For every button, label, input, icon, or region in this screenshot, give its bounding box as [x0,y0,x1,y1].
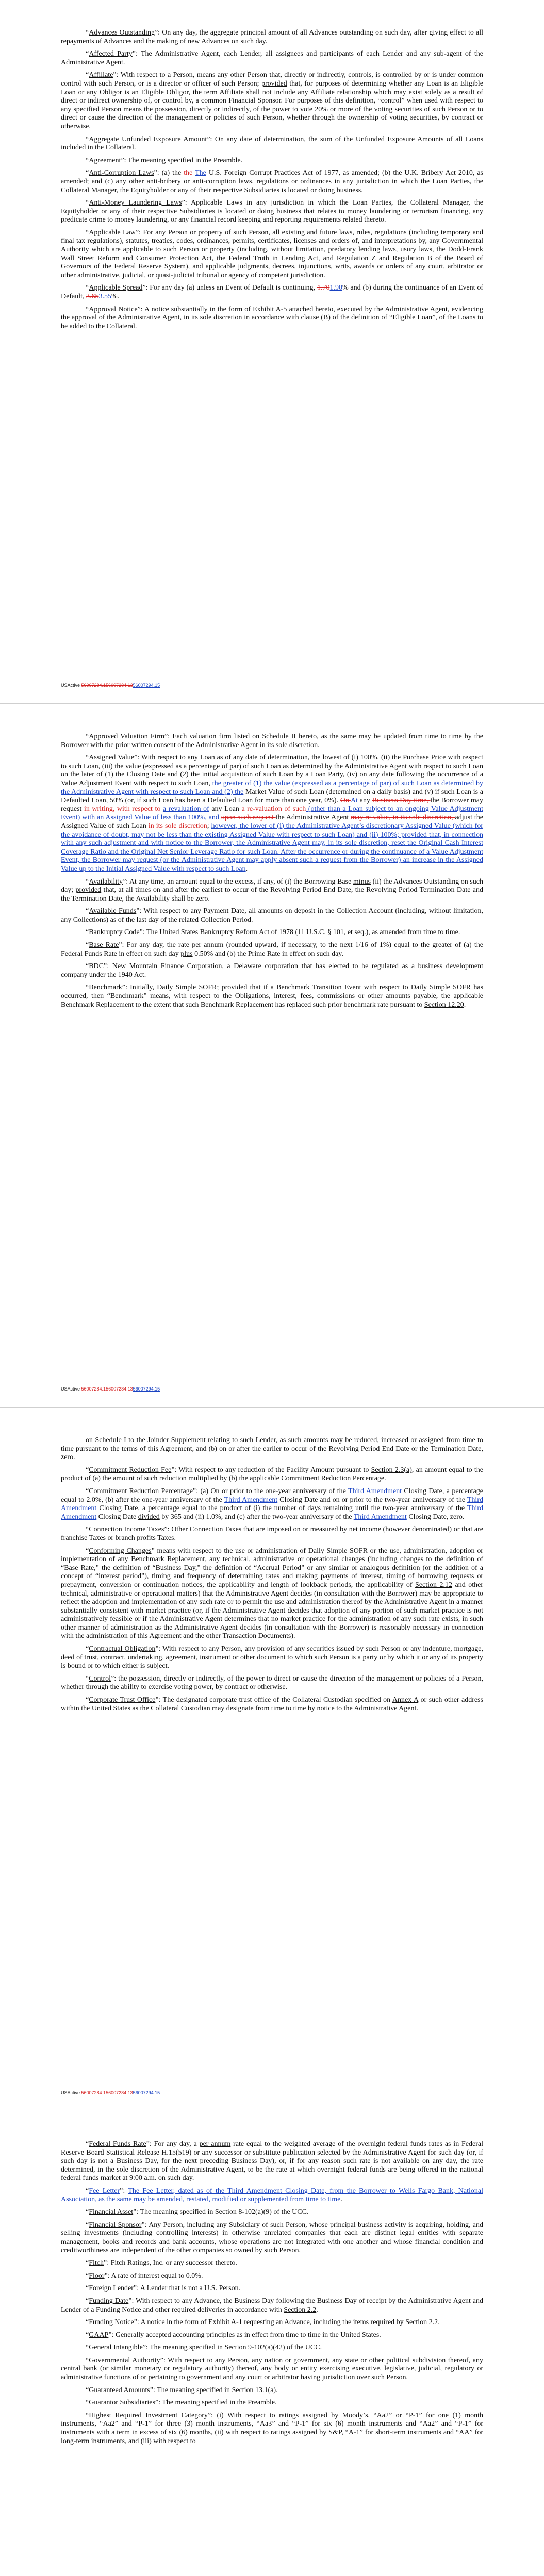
paragraph-text: “ [86,29,89,37]
defined-term: et seq. [347,928,366,937]
definition-paragraph [61,1675,483,1692]
paragraph-text: that if a Benchmark Transition Event with respect to Daily Simple SOFR has occurred, then “Benchmark” means, with respect to the Obligations, interest, fees, commissions or other amounts payable, the applicable Benchmark Replacement to the extent that such Benchmark Replacement has replaced such prior benchmark rate pursuant to [61,984,483,1009]
paragraph-text: “ [86,962,89,971]
paragraph-text: ; [207,822,211,830]
definition-paragraph [61,2208,483,2217]
definition-paragraph [61,2331,483,2340]
deleted-text: time, [414,796,431,805]
deleted-text: upon such request [221,814,276,822]
paragraph-text: ”: The Administrative Agent, each Lender, all assignees and participants of each Lender and any sub-agent of the Administrative Agent. [61,50,483,66]
paragraph-text: rate equal to the weighted average of the overnight federal funds rates as in Federal Reserve Board Statistical Release H.15(519) or any successor or substitute publication selected by the Administrative Agent for such day (or, if such day is not a Business Day, for the next preceding Business Day), or, if for any reason such rate is not available on any day, the rate determined, in the sole discretion of the Administrative Agent, to be the rate at which overnight federal funds are being offered in the national federal funds market at 9:00 a.m. on such day. [61,2140,483,2182]
defined-term: Federal Funds Rate [89,2140,146,2148]
paragraph-text: “ [86,1645,89,1653]
paragraph-text: ”: Fitch Ratings, Inc. or any successor thereto. [104,2259,237,2267]
paragraph-text: “ [86,941,89,950]
paragraph-text: “ [86,1466,89,1474]
paragraph-text: “ [86,2140,89,2148]
paragraph-text: that, for purposes of determining whether any Loan is an Eligible Loan or any Obligor is an Eligible Obligor, the term Affiliate shall not include any Affiliate relationship which may exist solely as a result of direct or indirect ownership of, or control by, a common Financial Sponsor. For purposes of this definition, “control” when used with respect to any specified Person means the possession, directly or indirectly, of the power to vote 20% or more of the voting securities of such Person or to direct or cause the direction of the management or policies of such Person, whether through the ownership of voting securities, by contract or otherwise. [61,79,483,130]
deleted-text: in writing, with respect to [84,805,163,813]
definition-paragraph [61,229,483,280]
paragraph-text: “ [86,2331,89,2339]
deleted-text: a re-valuation of such [239,805,306,813]
defined-term: divided [138,1513,160,1521]
deleted-text: On [340,796,351,805]
defined-term: Anti-Corruption Laws [89,169,154,177]
paragraph-text: U.S. Foreign Corrupt Practices Act of 1977, as amended; (b) the U.K. Bribery Act 2010, as amended; and (c) any other anti-bribery or anti-corruption laws, regulations or ordinances in any jurisdiction in which the Loan Parties, the Collateral Manager, the Equityholder or any of their respective Subsidiaries is located or doing business. [61,169,483,194]
inserted-text: 3.55 [98,293,111,301]
paragraph-text: “ [86,1487,89,1495]
inserted-text: Third Amendment [353,1513,407,1521]
paragraph-text: “ [86,2272,89,2280]
defined-term: per annum [199,2140,231,2148]
paragraph-text: . [316,2306,318,2314]
paragraph-text: ”: Generally accepted accounting principles as in effect from time to time in the United States. [108,2331,381,2339]
deleted-text: may re-value, in its sole discretion, [351,814,455,822]
definition-paragraph [61,1466,483,1483]
paragraph-text: Closing Date, a percentage equal to the [96,1504,220,1513]
defined-term: Available Funds [89,907,137,916]
defined-term: Control [89,1674,111,1683]
document-page [0,1408,544,2111]
defined-term: Benchmark [89,984,122,992]
paragraph-text: “ [86,156,89,164]
footer-old-doc-ref: 56007284.156007284.13 [81,683,133,688]
defined-term: Commitment Reduction Fee [89,1466,172,1474]
defined-term: provided [221,984,248,992]
paragraph-text: ”: With respect to any Payment Date, all amounts on deposit in the Collection Account (including, without limitation, any Collections) as of the last day of the related Collection Period. [61,907,483,924]
definition-paragraph [61,2187,483,2204]
definition-paragraph [61,1526,483,1543]
definition-paragraph [61,2386,483,2395]
paragraph-text: any Loan [209,805,239,813]
inserted-text: (other than a Loan subject to an ongoing Value Adjustment Event) with an Assigned Value of less than 100%, and [61,805,483,822]
paragraph-text: “ [86,1526,89,1534]
deleted-text: 1.70 [317,284,330,292]
inserted-text: The [195,169,206,177]
paragraph-text: “ [86,984,89,992]
definition-paragraph [61,1547,483,1641]
definition-paragraph [61,754,483,873]
defined-term: Availability [89,877,123,886]
paragraph-text: ”: A Lender that is not a U.S. Person. [133,2284,241,2293]
definition-paragraph [61,2399,483,2408]
defined-term: Agreement [89,156,121,164]
paragraph-text: “ [86,928,89,937]
inserted-text: Fee Letter [89,2187,120,2195]
definition-paragraph [61,2272,483,2281]
definition-paragraph [61,878,483,904]
paragraph-text: ”: the possession, directly or indirectly, of the power to direct or cause the direction of the management or policies of a Person, whether through the ability to exercise voting power, by contract or otherwise. [61,1674,483,1691]
paragraph-text: “ [86,2208,89,2216]
paragraph-text: ”: On any date of determination, the sum of the Unfunded Exposure Amounts of all Loans included in the Collateral. [61,135,483,152]
paragraph-text: ”: Initially, Daily Simple SOFR; [122,984,222,992]
paragraph-text: “ [86,135,89,143]
defined-term: provided [261,79,287,88]
paragraph-text: ”: The meaning specified in Section 8-102(a)(9) of the UCC. [133,2208,309,2216]
paragraph-text: “ [86,1696,89,1704]
defined-term: Applicable Spread [89,284,143,292]
deleted-text: Business Day [372,796,414,805]
defined-term: Guarantor Subsidiaries [89,2399,155,2407]
paragraph-text: “ [86,199,89,207]
footer-new-doc-ref: 56007294.15 [133,1386,160,1392]
defined-term: Aggregate Unfunded Exposure Amount [89,135,207,143]
paragraph-text: the Borrower may request [61,796,484,813]
definition-paragraph [61,199,483,225]
defined-term: Floor [89,2272,105,2280]
paragraph-text: “ [86,1674,89,1683]
paragraph-text: the Administrative Agent [275,814,351,822]
definition-paragraph [61,306,483,331]
paragraph-text: ”: (a) On or prior to the one-year anniversary of the [192,1487,349,1495]
definition-paragraph [61,1645,483,1671]
paragraph-text: “ [86,2259,89,2267]
defined-term: Corporate Trust Office [89,1696,156,1704]
footer-old-doc-ref: 56007284.156007284.13 [81,1386,133,1392]
paragraph-text: (b) the applicable Commitment Reduction Percentage. [227,1475,386,1483]
paragraph-text: “ [86,733,89,740]
inserted-text: Third Amendment [61,1496,483,1513]
definition-paragraph [61,29,483,46]
paragraph-text: ”: Any Person, including any Subsidiary of such Person, whose principal business activity is acquiring, holding, and selling investments (including controlling interests) in otherwise unrelated companies that each are distinct legal entities with separate management, books and records and bank accounts, whose operations are not integrated with one another and whose financial condition and creditworthiness are independent of the other companies so owned by such Person. [61,2221,484,2255]
page-footer [61,1386,160,1392]
document-page [0,0,544,703]
paragraph-text: ”: The meaning specified in the Preamble. [155,2399,277,2407]
paragraph-text: %. [111,293,120,301]
defined-term: Financial Asset [89,2208,134,2216]
definition-paragraph [61,733,483,750]
defined-term: Base Rate [89,941,119,950]
defined-term: Approved Valuation Firm [89,733,165,740]
defined-term: minus [353,877,371,886]
inserted-text: the greater of (1) the value (expressed as a percentage of par) of such Loan as determined by the Administrative Agent with respect to such Loan and (2) the [61,779,483,796]
paragraph-text: . [340,2195,342,2204]
definition-paragraph [61,928,483,937]
defined-term: Funding Notice [89,2318,134,2327]
deleted-text: 3.65 [86,293,99,301]
paragraph-text: “ [86,50,89,58]
definition-paragraph [61,2297,483,2314]
defined-term: Highest Required Investment Category [89,2411,208,2419]
footer-label: USActive [61,1386,81,1392]
footer-old-doc-ref: 56007284.156007284.13 [81,2090,133,2095]
paragraph-text: Closing Date [96,1513,138,1521]
defined-term: Assigned Value [89,754,134,762]
paragraph-text: any [357,796,372,805]
paragraph-text: ”: A notice in the form of [134,2318,208,2327]
paragraph-text: ”: With respect to any Advance, the Business Day following the Business Day of receipt by the Administrative Agent and Lender of a Funding Notice and other required deliveries in accordance with [61,2297,483,2314]
paragraph-text: ”: A rate of interest equal to 0.0%. [104,2272,203,2280]
defined-term: Connection Income Taxes [89,1526,164,1534]
paragraph-text: or such other address within the United States as the Collateral Custodian may designate from time to time by notice to the Administrative Agent. [61,1696,484,1713]
paragraph-text: . [464,1001,466,1009]
defined-term: BDC [89,962,104,971]
defined-term: Contractual Obligation [89,1645,156,1653]
paragraph-text: of (i) the number of days remaining until the two-year anniversary of the [242,1504,467,1513]
defined-term: Commitment Reduction Percentage [89,1487,193,1495]
defined-term: Bankruptcy Code [89,928,140,937]
paragraph-text: ”: For any day, a [146,2140,200,2148]
defined-term: Section 2.3(a) [371,1466,412,1474]
paragraph-text: Closing Date, zero. [406,1513,465,1521]
defined-term: Approval Notice [89,305,138,313]
defined-term: Schedule II [262,733,296,740]
paragraph-text: ”: Other Connection Taxes that are imposed on or measured by net income (however denominated) or that are franchise Taxes or branch profits Taxes. [61,1526,483,1542]
definition-paragraph [61,1436,483,1462]
paragraph-text: ”: The meaning specified in [150,2386,232,2394]
definition-paragraph [61,284,483,301]
defined-term: Foreign Lender [89,2284,134,2293]
definition-paragraph [61,984,483,1009]
defined-term: Anti-Money Laundering Laws [89,199,182,207]
paragraph-text: . [245,865,248,873]
defined-term: multiplied by [188,1475,227,1483]
paragraph-text: that, at all times on and after the earliest to occur of the Revolving Period End Date, the Revolving Period Termination Date and the Termination Date, the Availability shall be zero. [61,886,483,903]
paragraph-text: “ [86,1547,89,1555]
paragraph-text: adjust the Assigned Value of such Loan [61,814,483,830]
paragraph-text: ”: The meaning specified in Section 9-102(a)(42) of the UCC. [142,2344,322,2352]
defined-term: Exhibit A-1 [208,2318,242,2327]
paragraph-text: Market Value of such Loan (determined on a daily basis) and (v) if such Loan is a Defaulted Loan, 50% (or, if such Loan has been a Defaulted Loan for more than one year, 0%). [61,788,484,805]
defined-term: Section 13.1(a) [232,2386,276,2394]
paragraph-text: “ [86,2344,89,2352]
defined-term: Section 2.12 [415,1581,453,1589]
page-footer [61,683,160,688]
inserted-text: provided [401,831,427,839]
definition-paragraph [61,2357,483,2382]
paragraph-text: ”: With respect to any reduction of the Facility Amount pursuant to [171,1466,371,1474]
paragraph-text: Closing Date, a percentage equal to 2.0%, (b) after the one-year anniversary of the [61,1487,484,1504]
defined-term: Affiliate [89,71,113,79]
defined-term: provided [75,886,102,894]
paragraph-text: by 365 and (ii) 1.0%, and (c) after the two-year anniversary of the [159,1513,354,1521]
defined-term: Conforming Changes [89,1547,152,1555]
defined-term: General Intangible [89,2344,143,2352]
defined-term: product [220,1504,242,1513]
footer-new-doc-ref: 56007294.15 [133,683,160,688]
paragraph-text: “ [86,2284,89,2293]
paragraph-text: “ [86,2318,89,2327]
definition-paragraph [61,2284,483,2293]
inserted-text: The Fee Letter, dated as of the Third Amendment Closing Date, from the Borrower to Wells Fargo Bank, National Association, as the same may be amended, restated, modified or supplemented from time to time [61,2187,483,2204]
definition-paragraph [61,71,483,131]
inserted-text: Third Amendment [61,1504,484,1521]
definition-paragraph [61,169,483,195]
inserted-text: however, the lower of (i) the Administrative Agent’s discretionary Assigned Value (which for the avoidance of doubt, may not be less than the existing Assigned Value with respect to such Loan) and (ii) 100%; [61,822,484,839]
document-page [0,2111,544,2576]
paragraph-text: “ [86,2356,89,2364]
paragraph-text: “ [86,2386,89,2394]
deleted-text: in its sole discretion [148,822,207,830]
inserted-text: Third Amendment [348,1487,402,1495]
defined-term: Funding Date [89,2297,129,2305]
definition-paragraph [61,135,483,152]
inserted-text: that, in connection with any such adjustment and with notice to the Borrower, the Administrative Agent may, in its sole discretion, reset the Original Cash Interest Coverage Ratio and the Original Net Senior Leverage Ratio for such Loan. After the occurrence or during the continuance of a Value Adjustment Event, the Borrower may request (or the Administrative Agent may apply absent such a request from the Borrower) an increase in the Assigned Value up to the Initial Assigned Value with respect to such Loan [61,831,483,873]
paragraph-text: ”: On any day, the aggregate principal amount of all Advances outstanding on such day, after giving effect to all repayments of Advances and the making of new Advances on such day. [61,29,483,45]
paragraph-text: (ii) the Advances Outstanding on such day; [61,877,483,894]
definition-paragraph [61,941,483,958]
footer-label: USActive [61,683,81,688]
defined-term: Annex A [392,1696,419,1704]
paragraph-text: “ [86,877,89,886]
definition-paragraph [61,2221,483,2255]
paragraph-text: “ [86,2221,89,2229]
paragraph-text: ”: The United States Bankruptcy Reform Act of 1978 (11 U.S.C. § 101, [139,928,348,937]
paragraph-text: ”: For any Person or property of such Person, all existing and future laws, rules, regulations (including temporary and final tax regulations), statutes, treaties, codes, ordinances, permits, certificates, licenses and orders of, and interpretations by, any Governmental Authority which are applicable to such Person or property (including, without limitation, predatory lending laws, usury laws, the Dodd-Frank Wall Street Reform and Consumer Protection Act, the Federal Truth in Lending Act, and Regulation Z and Regulation B of the Board of Governors of the Federal Reserve System), and applicable judgments, decrees, injunctions, writs, awards or orders of any court, arbitrator or other administrative, judicial, or quasi-judicial tribunal or agency of competent jurisdiction. [61,228,483,279]
paragraph-text: ”: Applicable Laws in any jurisdiction in which the Loan Parties, the Collateral Manager, the Equityholder or any of their respective Subsidiaries is located or doing business that relates to money laundering or terrorism financing, any predicate crime to money laundering, or any financial record keeping and reporting requirements related thereto. [61,199,483,224]
defined-term: Affected Party [89,50,133,58]
paragraph-text: ”: A notice substantially in the form of [137,305,253,313]
paragraph-text: “ [86,228,89,236]
defined-term: GAAP [89,2331,109,2339]
paragraph-text: “ [86,305,89,313]
defined-term: Fitch [89,2259,104,2267]
paragraph-text: requesting an Advance, including the items required by [242,2318,406,2327]
inserted-text: Third Amendment [224,1496,278,1504]
paragraph-text: ”: With respect to a Person, means any other Person that, directly or indirectly, controls, is controlled by or is under common control with such Person, or is a director or officer of such Person; [61,71,483,88]
paragraph-text: ”: [120,2187,128,2195]
paragraph-text: ”: With respect to any Person, any nation or government, any state or other political subdivision thereof, any central bank (or similar monetary or regulatory authority) thereof, any body or entity exercising executive, legislative, judicial, regulatory or administrative functions of or pertaining to government and any court or arbitrator having jurisdiction over such Person. [61,2356,483,2382]
deleted-text: the [184,169,195,177]
definition-paragraph [61,157,483,165]
inserted-text: At [350,796,358,805]
paragraph-text: “ [86,71,89,79]
paragraph-text: ”: The designated corporate trust office of the Collateral Custodian specified on [155,1696,392,1704]
paragraph-text: attached hereto, executed by the Administrative Agent, evidencing the approval of the Administrative Agent, in its sole discretion in accordance with clause (B) of the definition of “Eligible Loan”, of the Loans to be added to the Collateral. [61,305,483,330]
paragraph-text: ”: For any day, the rate per annum (rounded upward, if necessary, to the next 1/16 of 1%) equal to the greater of (a) the Federal Funds Rate in effect on such day [61,941,484,958]
paragraph-text: , an amount equal to the product of (a) the amount of such reduction [61,1466,484,1483]
definition-paragraph [61,50,483,67]
defined-term: Guaranteed Amounts [89,2386,150,2394]
paragraph-text: ”: Each valuation firm listed on [164,733,262,740]
defined-term: Governmental Authority [89,2356,160,2364]
paragraph-text: Closing Date and on or prior to the two-year anniversary of the [277,1496,467,1504]
paragraph-text: on Schedule I to the Joinder Supplement relating to such Lender, as such amounts may be reduced, increased or assigned from time to time pursuant to the terms of this Agreement, and (b) on or after the earlier to occur of the Revolving Period End Date or the Termination Date, zero. [61,1436,483,1462]
paragraph-text: ”: New Mountain Finance Corporation, a Delaware corporation that has elected to be regulated as a business development company under the 1940 Act. [61,962,483,979]
inserted-text: 1.90 [329,284,342,292]
defined-term: Section 12.20 [424,1001,464,1009]
definition-paragraph [61,907,483,924]
defined-term: Exhibit A-5 [253,305,287,313]
defined-term: Advances Outstanding [89,29,155,37]
definition-paragraph [61,1696,483,1713]
definition-paragraph [61,2318,483,2327]
defined-term: Section 2.2 [405,2318,438,2327]
paragraph-text: ”: (i) With respect to ratings assigned by Moody’s, “Aa2” or “P-1” for one (1) month instruments, “Aa2” and “P-1” for three (3) month instruments, “Aa3” and “P-1” for six (6) month instruments and “Aa2” and “P-1” for instruments with a term in excess of six (6) months, (ii) with respect to ratings assigned by S&P, “A-1” for short-term instruments and “AA” for long-term instruments, and (iii) with respect to [61,2411,483,2445]
paragraph-text: “ [86,2399,89,2407]
paragraph-text: % and (b) during the continuance of an Event of Default, [61,284,484,301]
document-page [0,704,544,1407]
paragraph-text: ” means with respect to the use or administration of Daily Simple SOFR or the use, administration, adoption or implementation of any Benchmark Replacement, any technical, administrative or operational changes (including changes to the definition of “Base Rate,” the definition of “Business Day,” the definition of “Accrual Period” or any similar or analogous definition (or the addition of a concept of “interest period”), timing and frequency of determining rates and making payments of interest, timing of borrowing requests or prepayment, conversion or continuation notices, the applicability and length of lookback periods, the applicability of [61,1547,483,1589]
paragraph-text: ”: For any day (a) unless an Event of Default is continuing, [142,284,317,292]
definition-paragraph [61,1487,483,1521]
definition-paragraph [61,2140,483,2183]
paragraph-text: hereto, as the same may be updated from time to time by the Borrower with the prior written consent of the Administrative Agent in its sole discretion. [61,733,483,749]
paragraph-text: . [276,2386,278,2394]
paragraph-text: “ [86,754,89,762]
inserted-text: a revaluation of [162,805,209,813]
defined-term: plus [180,950,193,958]
definition-paragraph [61,2412,483,2446]
defined-term: Section 2.2 [284,2306,317,2314]
paragraph-text: “ [86,2411,89,2419]
paragraph-text: . [438,2318,440,2327]
defined-term: Applicable Law [89,228,136,236]
paragraph-text: ”: (a) the [154,169,184,177]
paragraph-text: ), as amended from time to time. [366,928,460,937]
paragraph-text: ”: The meaning specified in the Preamble. [121,156,243,164]
paragraph-text: 0.50% and (b) the Prime Rate in effect on such day. [192,950,343,958]
paragraph-text: ”: With respect to any Loan as of any date of determination, the lowest of (i) 100%, (ii) the Purchase Price with respect to such Loan, (iii) the value (expressed as a percentage of par) of such Loan as determined by the Administrative Agent with respect to such Loan on the later of (1) the Closing Date and (2) the initial acquisition of such Loan by a Loan Party, (iv) on any date following the occurrence of a Value Adjustment Event with respect to such Loan, [61,754,483,787]
footer-label: USActive [61,2090,81,2095]
paragraph-text: “ [86,284,89,292]
page-footer [61,2090,160,2095]
paragraph-text: “ [86,907,89,916]
definition-paragraph [61,2259,483,2268]
paragraph-text: “ [86,2297,89,2305]
paragraph-text: ”: With respect to any Person, any provision of any securities issued by such Person or any indenture, mortgage, deed of trust, contract, undertaking, agreement, instrument or other document to which such Person is a party or by which it or any of its property is bound or to which either is subject. [61,1645,484,1670]
defined-term: Financial Sponsor [89,2221,142,2229]
paragraph-text: “ [86,169,89,177]
definition-paragraph [61,962,483,979]
footer-new-doc-ref: 56007294.15 [133,2090,160,2095]
paragraph-text: “ [86,2187,89,2195]
paragraph-text: and other technical, administrative or operational matters) that the Administrative Agent decides (in consultation with the Borrower) may be appropriate to reflect the adoption and implementation of any such rate or to permit the use and administration thereof by the Administrative Agent in a manner substantially consistent with market practice (or, if the Administrative Agent decides that adoption of any portion of such market practice is not administratively feasible or if the Administrative Agent determines that no market practice for the administration of any such rate exists, in such other manner of administration as the Administrative Agent decides (in consultation with the Borrower) is reasonably necessary in connection with the administration of this Agreement and the other Transaction Documents). [61,1581,484,1640]
paragraph-text: ”: At any time, an amount equal to the excess, if any, of (i) the Borrowing Base [123,877,353,886]
definition-paragraph [61,2344,483,2352]
